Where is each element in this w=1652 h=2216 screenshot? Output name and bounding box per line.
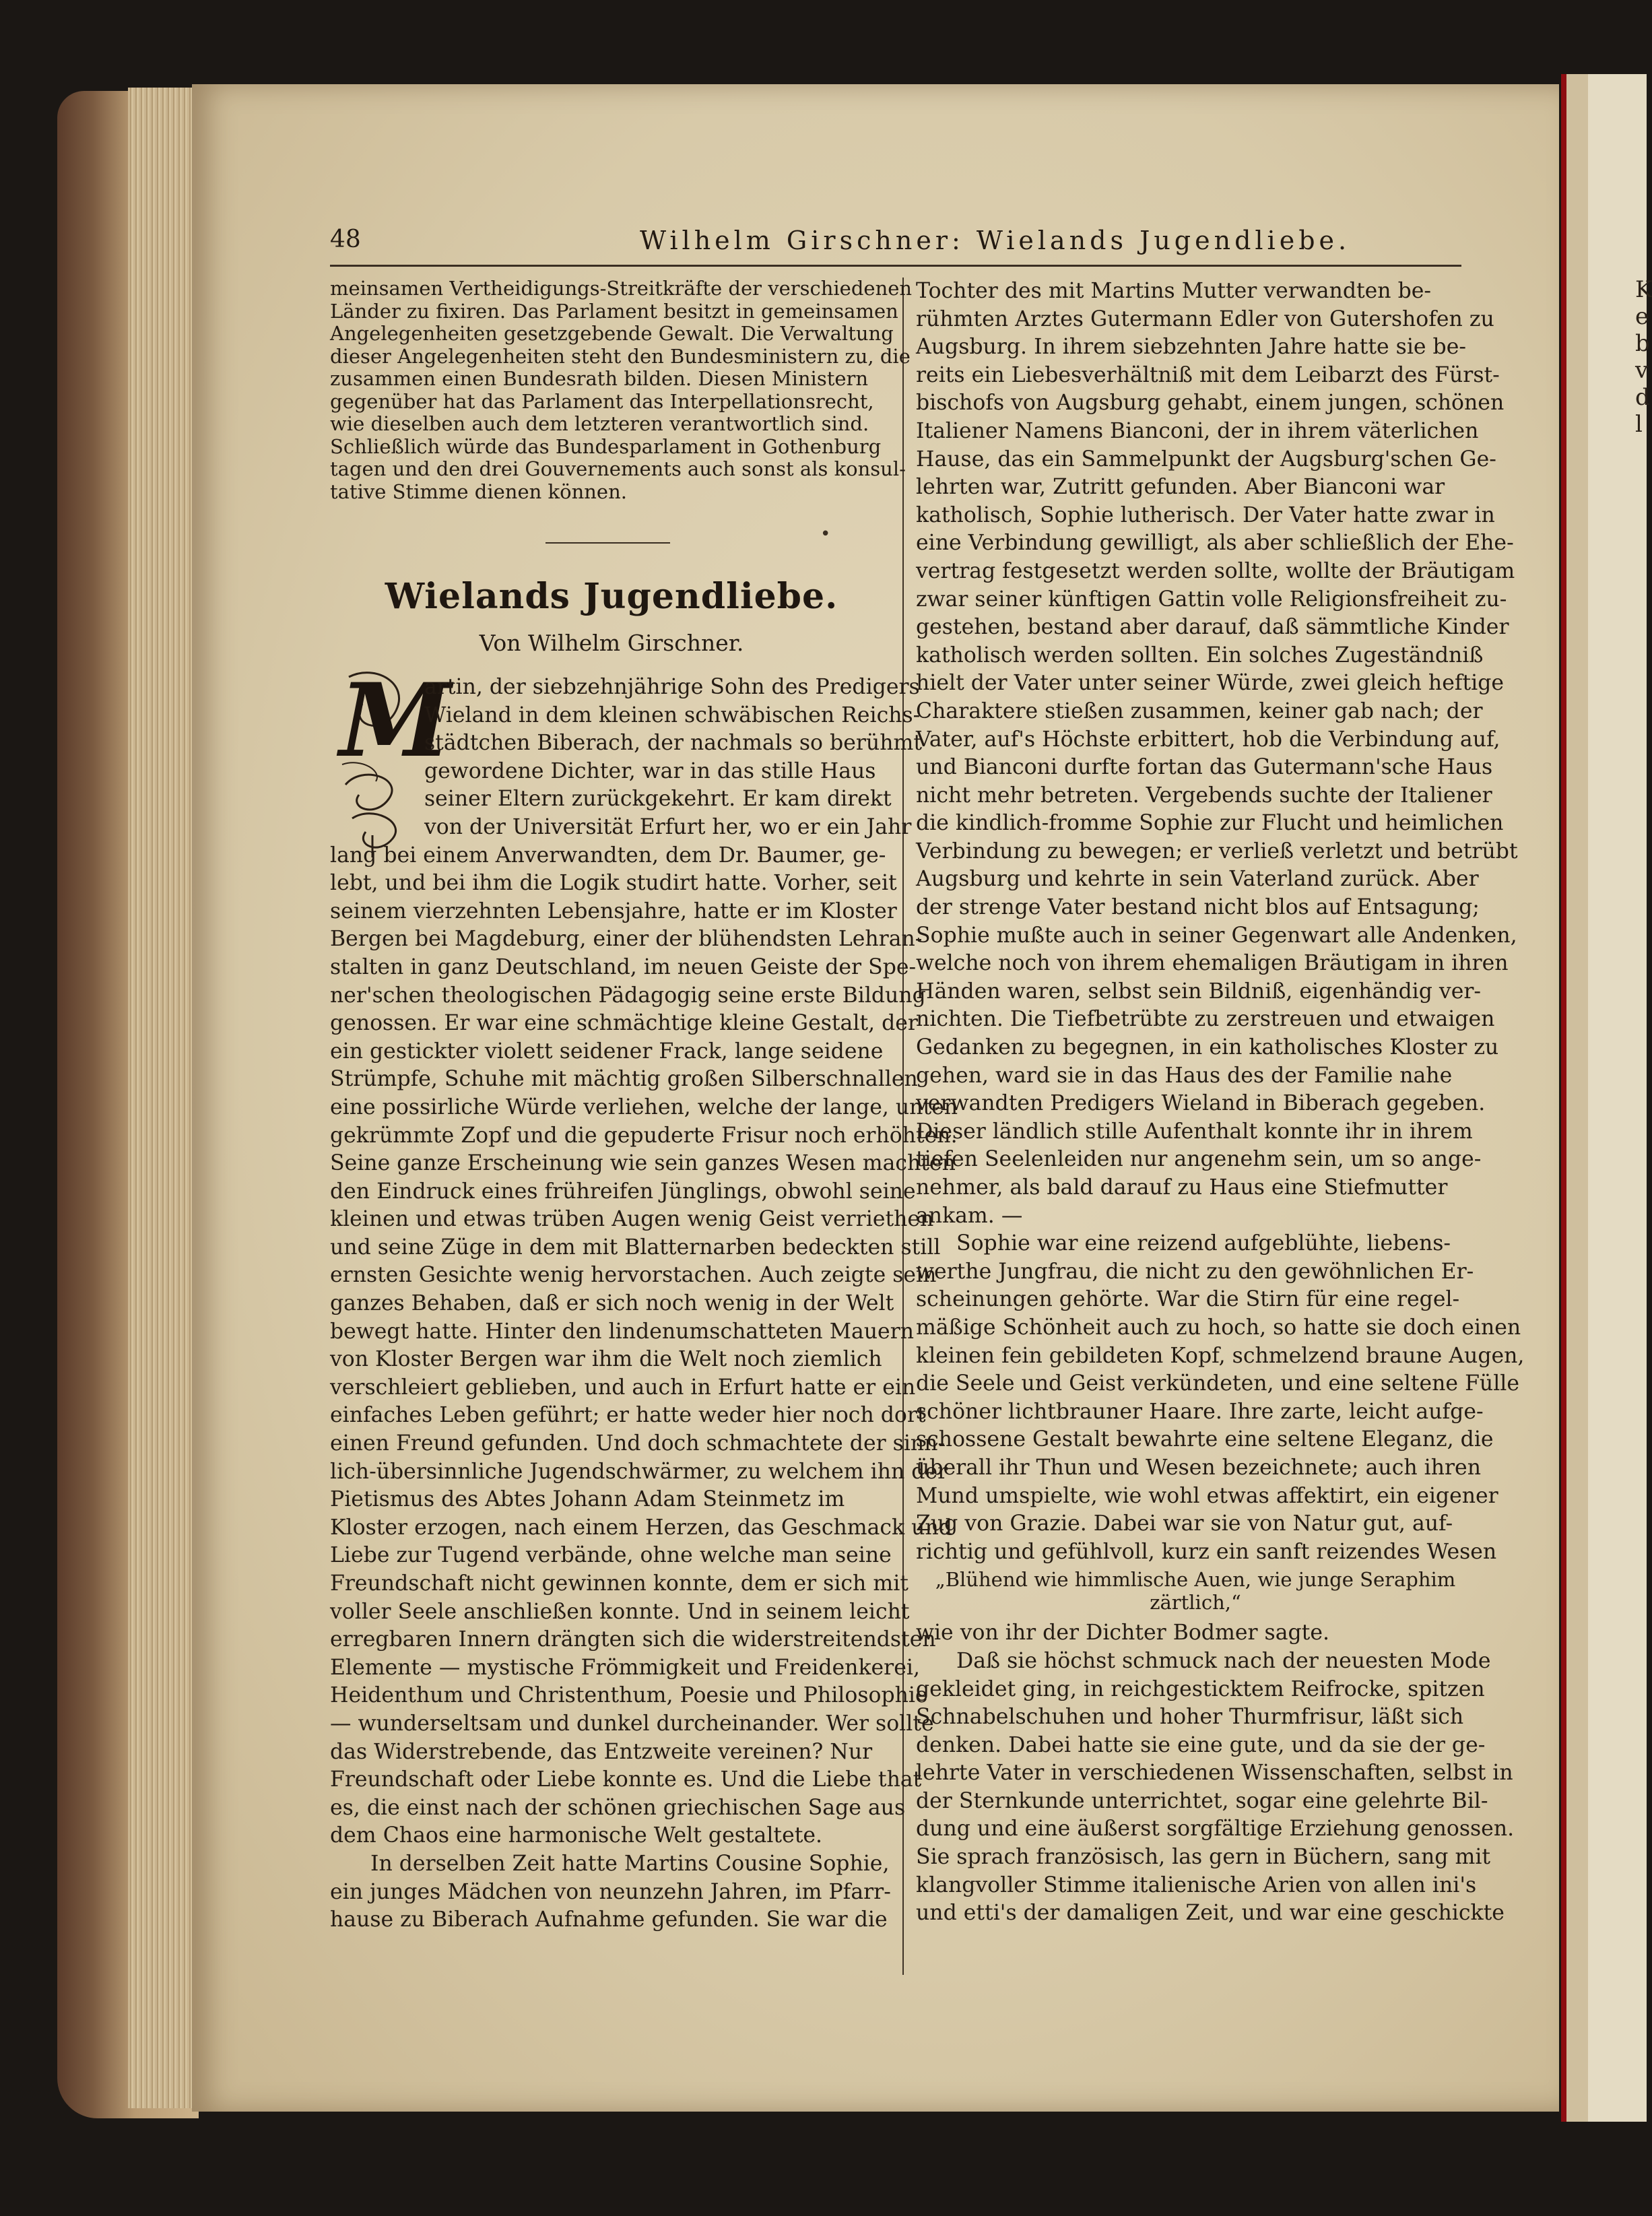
body-line: Augsburg. In ihrem siebzehnten Jahre hatte sie be- [916, 335, 1467, 360]
body-line: artin, der siebzehnjährige Sohn des Predigers [424, 675, 920, 699]
body-line: erregbaren Innern drängten sich die widerstreitendsten [330, 1627, 936, 1652]
body-line: die kindlich-fromme Sophie zur Flucht und heimlichen [916, 811, 1504, 836]
previous-article-line: wie dieselben auch dem letzteren verantwortlich sind. [330, 412, 869, 435]
body-line: und Bianconi durfte fortan das Gutermann'sche Haus [916, 755, 1493, 780]
body-line: zwar seiner künftigen Gattin volle Religionsfreiheit zu- [916, 587, 1507, 612]
body-line: gestehen, bestand aber darauf, daß sämmtliche Kinder [916, 615, 1509, 640]
running-head: Wilhelm Girschner: Wielands Jugendliebe. [640, 226, 1351, 255]
previous-article-line: Länder zu fixiren. Das Parlament besitzt in gemeinsamen [330, 299, 898, 323]
body-line: Gedanken zu begegnen, in ein katholisches Kloster zu [916, 1035, 1499, 1060]
body-line: denken. Dabei hatte sie eine gute, und da sie der ge- [916, 1732, 1486, 1757]
body-line: scheinungen gehörte. War die Stirn für eine regel- [916, 1287, 1460, 1312]
body-line: Hause, das ein Sammelpunkt der Augsburg'schen Ge- [916, 447, 1496, 471]
body-line: Daß sie höchst schmuck nach der neuesten Mode [956, 1648, 1491, 1673]
body-line: bischofs von Augsburg gehabt, einem jungen, schönen [916, 391, 1505, 416]
body-line: vertrag festgesetzt werden sollte, wollte der Bräutigam [916, 558, 1515, 583]
body-line: Freundschaft nicht gewinnen konnte, dem er sich mit [330, 1571, 908, 1596]
body-line: katholisch, Sophie lutherisch. Der Vater hatte zwar in [916, 502, 1495, 527]
body-line: Freundschaft oder Liebe konnte es. Und die Liebe that [330, 1767, 922, 1792]
facing-page-fragment: b [1635, 330, 1650, 357]
previous-article-line: Schließlich würde das Bundesparlament in Gothenburg [330, 434, 882, 458]
body-line: ein junges Mädchen von neunzehn Jahren, im Pfarr- [330, 1879, 891, 1904]
body-line: von Kloster Bergen war ihm die Welt noch ziemlich [330, 1347, 882, 1372]
body-line: Italiener Namens Bianconi, der in ihrem väterlichen [916, 418, 1479, 443]
body-line: Sophie mußte auch in seiner Gegenwart alle Andenken, [916, 923, 1517, 948]
body-line: der Sternkunde unterrichtet, sogar eine gelehrte Bil- [916, 1788, 1488, 1813]
body-line: werthe Jungfrau, die nicht zu den gewöhnlichen Er- [916, 1259, 1474, 1284]
body-line: überall ihr Thun und Wesen bezeichnete; auch ihren [916, 1455, 1481, 1480]
body-line: schöner lichtbrauner Haare. Ihre zarte, leicht aufge- [916, 1399, 1484, 1424]
body-line: reits ein Liebesverhältniß mit dem Leibarzt des Fürst- [916, 362, 1500, 387]
body-line: Verbindung zu bewegen; er verließ verletzt und betrübt [916, 839, 1518, 863]
facing-page-fragment: d [1635, 384, 1650, 411]
body-line: Wieland in dem kleinen schwäbischen Reichs- [424, 703, 921, 727]
body-line: von der Universität Erfurt her, wo er ein Jahr [424, 814, 912, 839]
header-rule [330, 265, 1461, 267]
body-line: rühmten Arztes Gutermann Edler von Gutershofen zu [916, 306, 1494, 331]
body-line: wie von ihr der Dichter Bodmer sagte. [916, 1621, 1329, 1645]
previous-article-ending [330, 277, 913, 503]
body-line: Mund umspielte, wie wohl etwas affektirt, ein eigener [916, 1483, 1498, 1508]
body-line: der strenge Vater bestand nicht blos auf Entsagung; [916, 895, 1480, 920]
body-line: einen Freund gefunden. Und doch schmachtete der sinn- [330, 1431, 946, 1456]
body-line: seinem vierzehnten Lebensjahre, hatte er im Kloster [330, 899, 897, 923]
body-line: verschleiert geblieben, und auch in Erfurt hatte er ein [330, 1375, 916, 1400]
body-line: Charaktere stießen zusammen, keiner gab nach; der [916, 698, 1483, 723]
body-line: ganzes Behaben, daß er sich noch wenig in der Welt [330, 1291, 894, 1316]
body-line: lang bei einem Anverwandten, dem Dr. Baumer, ge- [330, 843, 886, 868]
body-line: Liebe zur Tugend verbände, ohne welche man seine [330, 1543, 892, 1568]
facing-page-edge [1561, 74, 1652, 2122]
body-line: gekrümmte Zopf und die gepuderte Frisur noch erhöhten. [330, 1123, 958, 1148]
body-line: und etti's der damaligen Zeit, und war eine geschickte [916, 1901, 1505, 1926]
body-line: nicht mehr betreten. Vergebends suchte der Italiener [916, 783, 1492, 808]
body-line: Heidenthum und Christenthum, Poesie und Philosophie [330, 1683, 928, 1708]
body-line: Zug von Grazie. Dabei war sie von Natur gut, auf- [916, 1511, 1453, 1536]
previous-article-line: zusammen einen Bundesrath bilden. Diesen Ministern [330, 367, 869, 390]
body-line: seiner Eltern zurückgekehrt. Er kam direkt [424, 787, 892, 812]
body-line: Sie sprach französisch, las gern in Büchern, sang mit [916, 1845, 1491, 1870]
body-line: stalten in ganz Deutschland, im neuen Geiste der Spe- [330, 954, 917, 979]
body-line: Elemente — mystische Frömmigkeit und Freidenkerei, [330, 1655, 920, 1680]
body-line: welche noch von ihrem ehemaligen Bräutigam in ihren [916, 951, 1509, 976]
body-line: es, die einst nach der schönen griechischen Sage aus [330, 1795, 906, 1820]
article-byline: Von Wilhelm Girschner. [479, 630, 744, 656]
body-line: Strümpfe, Schuhe mit mächtig großen Silberschnallen [330, 1067, 918, 1092]
body-line: einfaches Leben geführt; er hatte weder hier noch dort [330, 1403, 926, 1428]
body-line: gekleidet ging, in reichgesticktem Reifrocke, spitzen [916, 1676, 1485, 1701]
body-line: Seine ganze Erscheinung wie sein ganzes Wesen machten [330, 1151, 956, 1176]
previous-article-line: tative Stimme dienen können. [330, 480, 627, 503]
body-line: ein gestickter violett seidener Frack, lange seidene [330, 1039, 884, 1064]
body-line: genossen. Er war eine schmächtige kleine Gestalt, der [330, 1011, 918, 1036]
verse-line: zärtlich,“ [1150, 1590, 1241, 1614]
body-line: hielt der Vater unter seiner Würde, zwei gleich heftige [916, 671, 1505, 696]
body-line: Sophie war eine reizend aufgeblühte, liebens- [956, 1231, 1451, 1256]
body-line: und seine Züge in dem mit Blatternarben bedeckten still [330, 1235, 941, 1260]
verse-line: „Blühend wie himmlische Auen, wie junge Seraphim [935, 1568, 1456, 1592]
body-line: kleinen fein gebildeten Kopf, schmelzend braune Augen, [916, 1343, 1525, 1368]
section-separator [546, 542, 670, 544]
body-line: hause zu Biberach Aufnahme gefunden. Sie war die [330, 1908, 888, 1932]
body-line: dem Chaos eine harmonische Welt gestaltete. [330, 1823, 823, 1848]
page-header [330, 226, 1461, 259]
body-line: Händen waren, selbst sein Bildniß, eigenhändig ver- [916, 979, 1482, 1004]
dropcap-letter: M [339, 661, 452, 780]
body-line: städtchen Biberach, der nachmals so berühmt [424, 731, 923, 756]
body-line: Dieser ländlich stille Aufenthalt konnte ihr in ihrem [916, 1119, 1473, 1144]
body-line: Bergen bei Magdeburg, einer der blühendsten Lehran- [330, 927, 923, 952]
body-line: Kloster erzogen, nach einem Herzen, das Geschmack und [330, 1515, 952, 1540]
previous-article-line: tagen und den drei Gouvernements auch sonst als konsul- [330, 457, 906, 480]
body-line: ernsten Gesichte wenig hervorstachen. Auch zeigte sein [330, 1263, 937, 1288]
article-body-right [916, 278, 1525, 1928]
body-line: dung und eine äußerst sorgfältige Erziehung genossen. [916, 1817, 1515, 1842]
body-line: bewegt hatte. Hinter den lindenumschatteten Mauern [330, 1319, 915, 1344]
body-line: schossene Gestalt bewahrte eine seltene Eleganz, die [916, 1427, 1494, 1452]
page-number: 48 [330, 226, 361, 253]
body-line: eine Verbindung gewilligt, als aber schließlich der Ehe- [916, 531, 1514, 556]
body-line: richtig und gefühlvoll, kurz ein sanft reizendes Wesen [916, 1539, 1497, 1564]
body-line: mäßige Schönheit auch zu hoch, so hatte sie doch einen [916, 1315, 1521, 1340]
previous-article-line: gegenüber hat das Parlament das Interpellationsrecht, [330, 389, 874, 413]
body-line: Vater, auf's Höchste erbittert, hob die Verbindung auf, [916, 727, 1500, 752]
facing-page-fragment: e [1635, 303, 1649, 330]
facing-page-fragment: l [1635, 411, 1643, 438]
body-line: eine possirliche Würde verliehen, welche der lange, unten [330, 1095, 958, 1119]
previous-article-line: Angelegenheiten gesetzgebende Gewalt. Die Verwaltung [330, 322, 894, 345]
previous-article-line: meinsamen Vertheidigungs-Streitkräfte der verschiedenen [330, 277, 913, 300]
article-body-left [330, 674, 958, 1934]
body-line: kleinen und etwas trüben Augen wenig Geist verriethen [330, 1207, 934, 1232]
body-line: ner'schen theologischen Pädagogig seine erste Bildung [330, 983, 926, 1008]
body-line: tiefen Seelenleiden nur angenehm sein, um so ange- [916, 1147, 1482, 1172]
body-line: das Widerstrebende, das Entzweite vereinen? Nur [330, 1739, 873, 1764]
facing-page-fragment: v [1635, 357, 1649, 384]
body-line: lehrten war, Zutritt gefunden. Aber Bianconi war [916, 475, 1445, 500]
body-line: Pietismus des Abtes Johann Adam Steinmetz im [330, 1487, 845, 1512]
body-line: nehmer, als bald darauf zu Haus eine Stiefmutter [916, 1175, 1448, 1200]
body-line: Tochter des mit Martins Mutter verwandten be- [916, 279, 1432, 303]
body-line: nichten. Die Tiefbetrübte zu zerstreuen und etwaigen [916, 1007, 1495, 1032]
body-line: gewordene Dichter, war in das stille Haus [424, 758, 876, 783]
body-line: klangvoller Stimme italienische Arien von allen ini's [916, 1872, 1477, 1897]
body-line: voller Seele anschließen konnte. Und in seinem leicht [330, 1599, 910, 1624]
quoted-verse [916, 1569, 1475, 1614]
body-line: lehrte Vater in verschiedenen Wissenschaften, selbst in [916, 1761, 1513, 1786]
body-line: verwandten Predigers Wieland in Biberach gegeben. [916, 1091, 1486, 1116]
separator-mark: • [820, 524, 831, 544]
body-line: ankam. — [916, 1203, 1023, 1228]
body-line: lich-übersinnliche Jugendschwärmer, zu welchem ihn der [330, 1459, 948, 1484]
body-line: die Seele und Geist verkündeten, und eine seltene Fülle [916, 1371, 1519, 1396]
body-line: den Eindruck eines frühreifen Jünglings, obwohl seine [330, 1179, 916, 1204]
body-line: — wunderseltsam und dunkel durcheinander. Wer sollte [330, 1711, 934, 1736]
body-line: katholisch werden sollten. Ein solches Zugeständniß [916, 643, 1484, 667]
facing-page-fragment: K [1635, 276, 1652, 303]
article-title: Wielands Jugendliebe. [385, 576, 838, 617]
body-line: In derselben Zeit hatte Martins Cousine Sophie, [370, 1851, 890, 1876]
body-line: lebt, und bei ihm die Logik studirt hatte. Vorher, seit [330, 871, 897, 896]
body-line: Augsburg und kehrte in sein Vaterland zurück. Aber [916, 867, 1479, 892]
body-line: gehen, ward sie in das Haus des der Familie nahe [916, 1063, 1453, 1088]
previous-article-line: dieser Angelegenheiten steht den Bundesministern zu, die [330, 344, 911, 368]
body-line: Schnabelschuhen und hoher Thurmfrisur, läßt sich [916, 1705, 1464, 1730]
